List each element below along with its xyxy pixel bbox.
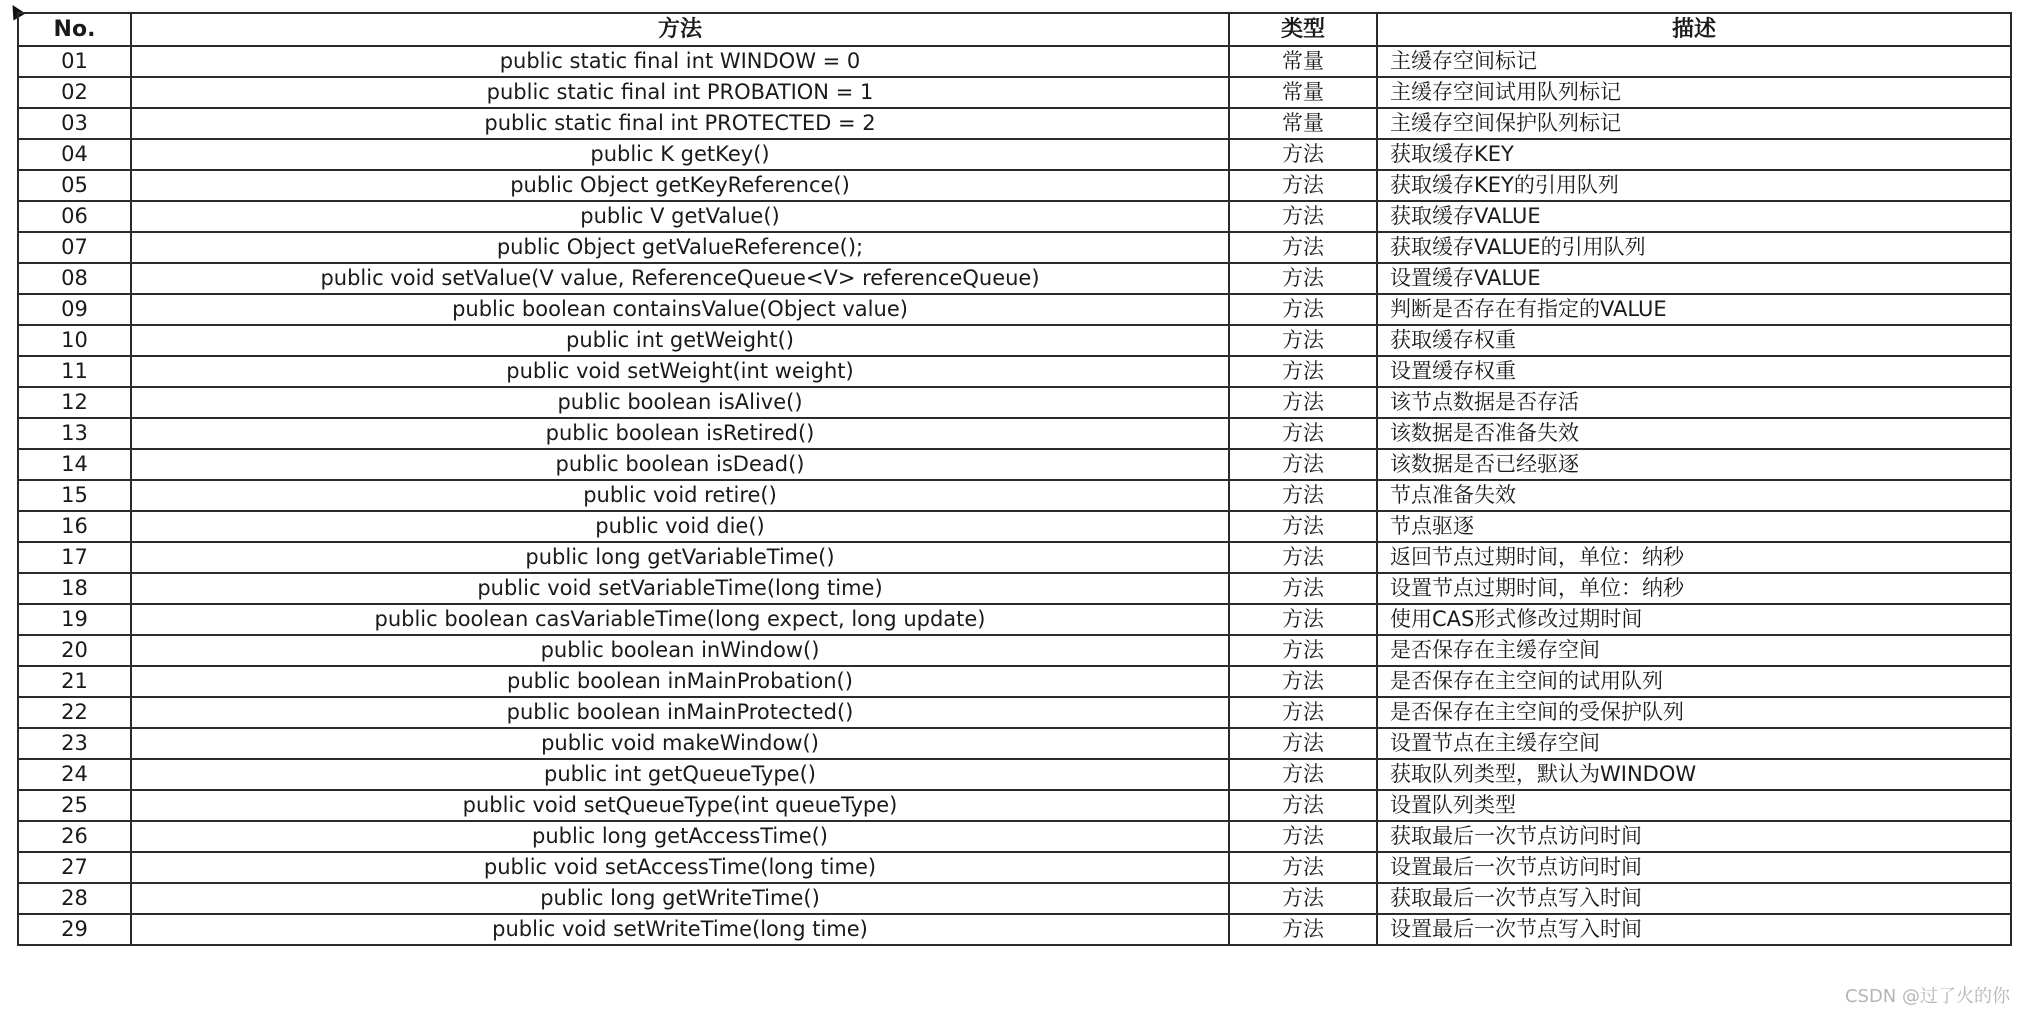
table-row <box>18 201 2011 232</box>
table-row <box>18 604 2011 635</box>
cell-method: public void setQueueType(int queueType) <box>131 790 1229 821</box>
cell-no: 18 <box>18 573 131 604</box>
table-row <box>18 294 2011 325</box>
table-row <box>18 573 2011 604</box>
cell-no: 05 <box>18 170 131 201</box>
table-row <box>18 511 2011 542</box>
cell-method: public void setAccessTime(long time) <box>131 852 1229 883</box>
cell-method: public K getKey() <box>131 139 1229 170</box>
cell-desc: 获取缓存KEY <box>1377 139 2011 170</box>
cell-method: public void retire() <box>131 480 1229 511</box>
table-row <box>18 325 2011 356</box>
cell-type: 方法 <box>1229 449 1377 480</box>
cell-type: 方法 <box>1229 852 1377 883</box>
method-table <box>17 12 2012 946</box>
cell-method: public void makeWindow() <box>131 728 1229 759</box>
cell-no: 19 <box>18 604 131 635</box>
cell-method: public long getVariableTime() <box>131 542 1229 573</box>
cell-no: 16 <box>18 511 131 542</box>
header-no: No. <box>18 13 131 46</box>
cell-type: 方法 <box>1229 480 1377 511</box>
table-row <box>18 387 2011 418</box>
table-row <box>18 263 2011 294</box>
cell-desc: 该节点数据是否存活 <box>1377 387 2011 418</box>
method-table-container <box>17 12 2010 946</box>
cell-method: public static final int PROTECTED = 2 <box>131 108 1229 139</box>
cell-type: 方法 <box>1229 170 1377 201</box>
header-desc: 描述 <box>1377 13 2011 46</box>
table-row <box>18 635 2011 666</box>
cell-desc: 主缓存空间保护队列标记 <box>1377 108 2011 139</box>
cell-method: public boolean isDead() <box>131 449 1229 480</box>
cell-method: public boolean inMainProbation() <box>131 666 1229 697</box>
table-row <box>18 759 2011 790</box>
cell-no: 03 <box>18 108 131 139</box>
watermark-text: CSDN @过了火的你 <box>1844 986 2010 1007</box>
cell-desc: 获取缓存VALUE <box>1377 201 2011 232</box>
cell-desc: 主缓存空间试用队列标记 <box>1377 77 2011 108</box>
cell-method: public boolean isAlive() <box>131 387 1229 418</box>
cell-no: 06 <box>18 201 131 232</box>
table-row <box>18 77 2011 108</box>
table-row <box>18 666 2011 697</box>
cell-method: public void setWeight(int weight) <box>131 356 1229 387</box>
cell-no: 01 <box>18 46 131 77</box>
cell-type: 方法 <box>1229 542 1377 573</box>
cell-method: public long getWriteTime() <box>131 883 1229 914</box>
table-row <box>18 697 2011 728</box>
cell-desc: 获取缓存KEY的引用队列 <box>1377 170 2011 201</box>
header-type: 类型 <box>1229 13 1377 46</box>
cell-type: 常量 <box>1229 46 1377 77</box>
cell-desc: 获取队列类型，默认为WINDOW <box>1377 759 2011 790</box>
cell-type: 方法 <box>1229 263 1377 294</box>
table-row <box>18 232 2011 263</box>
cell-type: 方法 <box>1229 356 1377 387</box>
cell-no: 28 <box>18 883 131 914</box>
cell-desc: 设置节点在主缓存空间 <box>1377 728 2011 759</box>
cell-no: 07 <box>18 232 131 263</box>
table-row <box>18 728 2011 759</box>
cell-method: public static final int PROBATION = 1 <box>131 77 1229 108</box>
cell-desc: 该数据是否准备失效 <box>1377 418 2011 449</box>
cell-desc: 获取缓存权重 <box>1377 325 2011 356</box>
cell-desc: 该数据是否已经驱逐 <box>1377 449 2011 480</box>
cell-no: 15 <box>18 480 131 511</box>
cell-method: public Object getKeyReference() <box>131 170 1229 201</box>
cell-type: 方法 <box>1229 139 1377 170</box>
cell-no: 17 <box>18 542 131 573</box>
cell-no: 02 <box>18 77 131 108</box>
cell-type: 方法 <box>1229 883 1377 914</box>
cell-desc: 设置最后一次节点写入时间 <box>1377 914 2011 945</box>
cell-type: 常量 <box>1229 77 1377 108</box>
cell-no: 13 <box>18 418 131 449</box>
cell-no: 27 <box>18 852 131 883</box>
cell-method: public boolean containsValue(Object value) <box>131 294 1229 325</box>
table-row <box>18 790 2011 821</box>
cell-method: public void setVariableTime(long time) <box>131 573 1229 604</box>
cell-desc: 返回节点过期时间，单位：纳秒 <box>1377 542 2011 573</box>
cell-type: 方法 <box>1229 418 1377 449</box>
cell-no: 11 <box>18 356 131 387</box>
table-row <box>18 356 2011 387</box>
cell-desc: 是否保存在主缓存空间 <box>1377 635 2011 666</box>
cell-type: 方法 <box>1229 914 1377 945</box>
cell-no: 14 <box>18 449 131 480</box>
table-body <box>18 46 2011 945</box>
cell-desc: 设置缓存VALUE <box>1377 263 2011 294</box>
cell-no: 20 <box>18 635 131 666</box>
cell-desc: 获取最后一次节点访问时间 <box>1377 821 2011 852</box>
cell-method: public boolean inMainProtected() <box>131 697 1229 728</box>
cell-method: public int getQueueType() <box>131 759 1229 790</box>
cell-type: 方法 <box>1229 790 1377 821</box>
cell-type: 方法 <box>1229 604 1377 635</box>
cell-method: public static final int WINDOW = 0 <box>131 46 1229 77</box>
cell-no: 26 <box>18 821 131 852</box>
table-header-row <box>18 13 2011 46</box>
cell-desc: 使用CAS形式修改过期时间 <box>1377 604 2011 635</box>
cell-no: 29 <box>18 914 131 945</box>
cell-type: 方法 <box>1229 387 1377 418</box>
cell-type: 方法 <box>1229 511 1377 542</box>
cell-method: public void die() <box>131 511 1229 542</box>
cell-no: 04 <box>18 139 131 170</box>
cell-no: 09 <box>18 294 131 325</box>
cell-type: 方法 <box>1229 325 1377 356</box>
cell-no: 10 <box>18 325 131 356</box>
cell-desc: 获取缓存VALUE的引用队列 <box>1377 232 2011 263</box>
table-row <box>18 883 2011 914</box>
cell-desc: 判断是否存在有指定的VALUE <box>1377 294 2011 325</box>
header-method: 方法 <box>131 13 1229 46</box>
table-row <box>18 852 2011 883</box>
table-row <box>18 170 2011 201</box>
cell-no: 24 <box>18 759 131 790</box>
cell-desc: 设置最后一次节点访问时间 <box>1377 852 2011 883</box>
cell-desc: 设置缓存权重 <box>1377 356 2011 387</box>
cell-type: 方法 <box>1229 294 1377 325</box>
cell-type: 方法 <box>1229 821 1377 852</box>
cell-no: 23 <box>18 728 131 759</box>
table-row <box>18 46 2011 77</box>
cell-method: public void setValue(V value, ReferenceQueue<V> referenceQueue) <box>131 263 1229 294</box>
table-row <box>18 480 2011 511</box>
cell-no: 21 <box>18 666 131 697</box>
cell-method: public long getAccessTime() <box>131 821 1229 852</box>
table-row <box>18 914 2011 945</box>
table-row <box>18 139 2011 170</box>
cell-type: 方法 <box>1229 666 1377 697</box>
cell-no: 12 <box>18 387 131 418</box>
cell-method: public void setWriteTime(long time) <box>131 914 1229 945</box>
table-row <box>18 449 2011 480</box>
table-row <box>18 821 2011 852</box>
cell-type: 方法 <box>1229 759 1377 790</box>
cell-desc: 节点准备失效 <box>1377 480 2011 511</box>
cell-type: 方法 <box>1229 201 1377 232</box>
cell-no: 22 <box>18 697 131 728</box>
cell-type: 常量 <box>1229 108 1377 139</box>
cell-type: 方法 <box>1229 573 1377 604</box>
cell-method: public boolean isRetired() <box>131 418 1229 449</box>
cell-no: 25 <box>18 790 131 821</box>
table-row <box>18 418 2011 449</box>
cell-desc: 获取最后一次节点写入时间 <box>1377 883 2011 914</box>
cell-desc: 是否保存在主空间的受保护队列 <box>1377 697 2011 728</box>
cell-desc: 是否保存在主空间的试用队列 <box>1377 666 2011 697</box>
cell-no: 08 <box>18 263 131 294</box>
cell-type: 方法 <box>1229 635 1377 666</box>
cell-type: 方法 <box>1229 232 1377 263</box>
cell-desc: 设置节点过期时间，单位：纳秒 <box>1377 573 2011 604</box>
cell-type: 方法 <box>1229 728 1377 759</box>
cell-method: public boolean casVariableTime(long expect, long update) <box>131 604 1229 635</box>
cell-method: public V getValue() <box>131 201 1229 232</box>
cell-desc: 设置队列类型 <box>1377 790 2011 821</box>
cell-method: public int getWeight() <box>131 325 1229 356</box>
cell-type: 方法 <box>1229 697 1377 728</box>
cell-method: public Object getValueReference(); <box>131 232 1229 263</box>
table-row <box>18 108 2011 139</box>
cell-desc: 主缓存空间标记 <box>1377 46 2011 77</box>
cell-method: public boolean inWindow() <box>131 635 1229 666</box>
cell-desc: 节点驱逐 <box>1377 511 2011 542</box>
table-row <box>18 542 2011 573</box>
